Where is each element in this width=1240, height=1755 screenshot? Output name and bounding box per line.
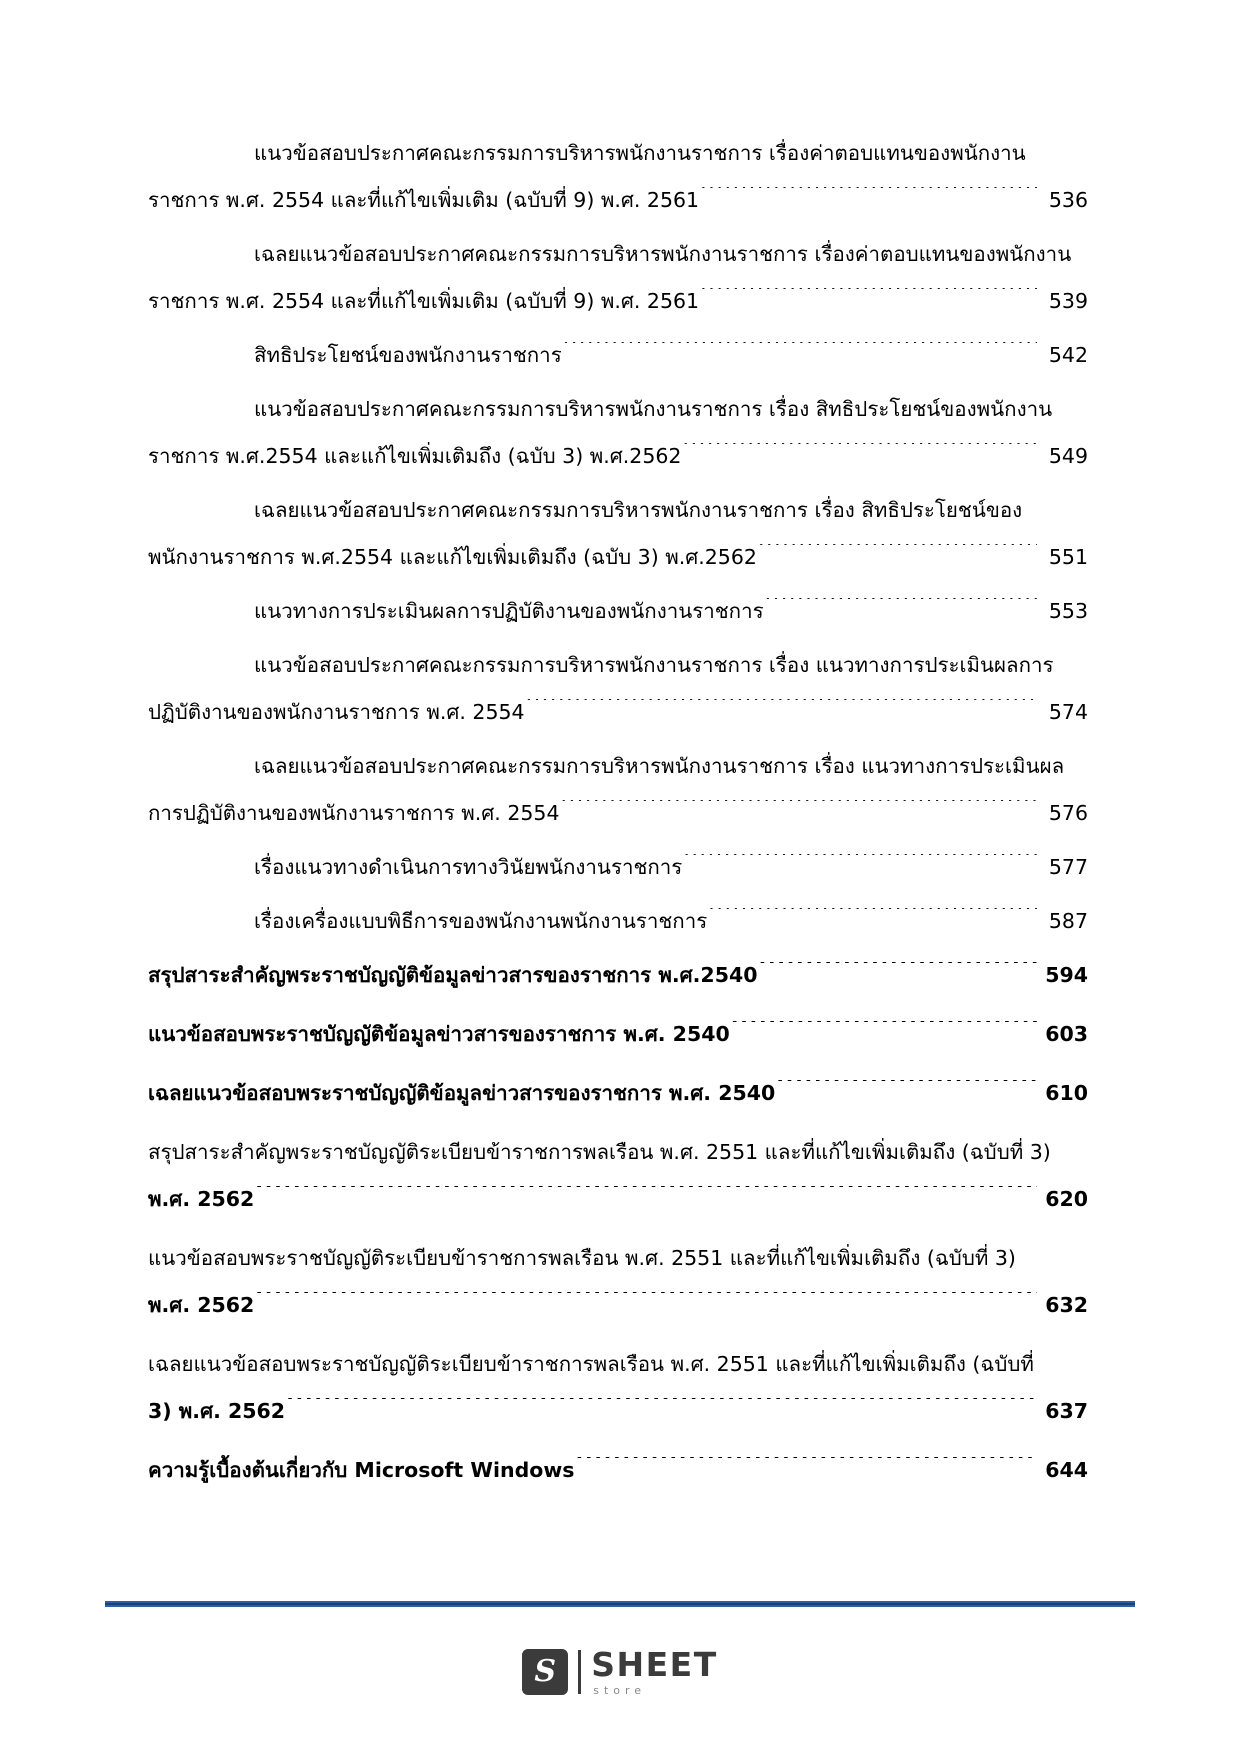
toc-page-number: 577	[1048, 855, 1088, 879]
toc-leader-dots	[683, 854, 1037, 875]
toc-entry-line[interactable]	[148, 332, 1088, 379]
toc-entry-line[interactable]	[148, 433, 1088, 480]
toc-leader-dots	[758, 544, 1037, 565]
toc-page-number: 637	[1045, 1399, 1088, 1423]
toc-entry-label: สรุปสาระสำคัญพระราชบัญญัติข้อมูลข่าวสารของราชการ พ.ศ.2540	[148, 963, 758, 987]
toc-entry-label: ปฏิบัติงานของพนักงานราชการ พ.ศ. 2554	[148, 700, 525, 724]
toc-entry-line[interactable]	[148, 1388, 1088, 1435]
toc-leader-dots	[731, 1021, 1037, 1042]
toc-entry-line[interactable]	[148, 898, 1088, 945]
toc-entry-line[interactable]	[148, 790, 1088, 837]
toc-entry[interactable]	[148, 332, 1088, 379]
toc-page-number: 574	[1048, 700, 1088, 724]
toc-entry[interactable]	[148, 1129, 1088, 1223]
toc-entry-title-text: เฉลยแนวข้อสอบประกาศคณะกรรมการบริหารพนักงานราชการ เรื่องค่าตอบแทนของพนักงาน	[254, 242, 1072, 266]
toc-page-number: 587	[1048, 909, 1088, 933]
toc-list	[148, 130, 1088, 1506]
toc-entry-title-line1	[148, 1129, 1088, 1176]
toc-entry-label: ราชการ พ.ศ. 2554 และที่แก้ไขเพิ่มเติม (ฉบับที่ 9) พ.ศ. 2561	[148, 188, 700, 212]
toc-page-number: 539	[1048, 289, 1088, 313]
toc-entry-title-text: เฉลยแนวข้อสอบพระราชบัญญัติระเบียบข้าราชการพลเรือน พ.ศ. 2551 และที่แก้ไขเพิ่มเติมถึง (ฉบับที่	[148, 1352, 1034, 1376]
toc-leader-dots	[255, 1292, 1037, 1313]
footer-divider	[105, 1601, 1135, 1607]
toc-entry-line[interactable]	[148, 1011, 1088, 1058]
toc-page-number: 551	[1048, 545, 1088, 569]
toc-entry-label: ราชการ พ.ศ.2554 และแก้ไขเพิ่มเติมถึง (ฉบับ 3) พ.ศ.2562	[148, 444, 682, 468]
toc-entry-title-text: แนวข้อสอบประกาศคณะกรรมการบริหารพนักงานราชการ เรื่อง สิทธิประโยชน์ของพนักงาน	[254, 397, 1053, 421]
toc-entry-line[interactable]	[148, 588, 1088, 635]
toc-entry[interactable]	[148, 1235, 1088, 1329]
toc-entry[interactable]	[148, 642, 1088, 736]
toc-entry-title-line1	[148, 130, 1088, 177]
toc-page-number: 610	[1045, 1081, 1088, 1105]
toc-entry-title-text: แนวข้อสอบพระราชบัญญัติระเบียบข้าราชการพลเรือน พ.ศ. 2551 และที่แก้ไขเพิ่มเติมถึง (ฉบับที่ 3)	[148, 1246, 1016, 1270]
toc-entry[interactable]	[148, 231, 1088, 325]
toc-leader-dots	[708, 908, 1037, 929]
toc-entry-label: 3) พ.ศ. 2562	[148, 1399, 286, 1423]
toc-entry-label: เฉลยแนวข้อสอบพระราชบัญญัติข้อมูลข่าวสารของราชการ พ.ศ. 2540	[148, 1081, 776, 1105]
toc-entry-label: การปฏิบัติงานของพนักงานราชการ พ.ศ. 2554	[148, 801, 560, 825]
toc-entry-title-text: เฉลยแนวข้อสอบประกาศคณะกรรมการบริหารพนักงานราชการ เรื่อง แนวทางการประเมินผล	[254, 754, 1065, 778]
toc-leader-dots	[765, 598, 1037, 619]
toc-page-number: 549	[1048, 444, 1088, 468]
toc-entry-title-line1	[148, 386, 1088, 433]
toc-entry-line[interactable]	[148, 689, 1088, 736]
footer-divider-inner	[105, 1603, 1135, 1605]
toc-entry-title-line1	[148, 487, 1088, 534]
toc-leader-dots	[561, 800, 1037, 821]
toc-entry-label: พ.ศ. 2562	[148, 1293, 255, 1317]
toc-entry-line[interactable]	[148, 1070, 1088, 1117]
toc-entry-line[interactable]	[148, 1447, 1088, 1494]
toc-entry-label: แนวทางการประเมินผลการปฏิบัติงานของพนักงานราชการ	[254, 599, 764, 623]
toc-entry-title-line1	[148, 642, 1088, 689]
toc-page-number: 632	[1045, 1293, 1088, 1317]
toc-entry[interactable]	[148, 130, 1088, 224]
toc-entry-label: เรื่องเครื่องแบบพิธีการของพนักงานพนักงานราชการ	[254, 909, 708, 933]
toc-entry-title-line1	[148, 1235, 1088, 1282]
toc-entry-label: แนวข้อสอบพระราชบัญญัติข้อมูลข่าวสารของราชการ พ.ศ. 2540	[148, 1022, 730, 1046]
toc-entry-line[interactable]	[148, 844, 1088, 891]
toc-entry-label: เรื่องแนวทางดำเนินการทางวินัยพนักงานราชการ	[254, 855, 683, 879]
toc-entry[interactable]	[148, 844, 1088, 891]
toc-leader-dots	[682, 443, 1037, 464]
toc-entry-line[interactable]	[148, 534, 1088, 581]
toc-leader-dots	[700, 187, 1037, 208]
toc-entry[interactable]	[148, 898, 1088, 945]
toc-entry-title-line1	[148, 743, 1088, 790]
toc-entry[interactable]	[148, 1447, 1088, 1494]
toc-leader-dots	[286, 1398, 1037, 1419]
toc-page-number: 576	[1048, 801, 1088, 825]
toc-leader-dots	[526, 699, 1037, 720]
toc-entry[interactable]	[148, 1011, 1088, 1058]
toc-leader-dots	[759, 962, 1038, 983]
logo-text-group	[591, 1645, 718, 1697]
toc-leader-dots	[255, 1186, 1037, 1207]
toc-entry[interactable]	[148, 487, 1088, 581]
toc-leader-dots	[563, 342, 1037, 363]
toc-entry-label: สิทธิประโยชน์ของพนักงานราชการ	[254, 343, 562, 367]
toc-entry[interactable]	[148, 743, 1088, 837]
toc-entry-title-text: แนวข้อสอบประกาศคณะกรรมการบริหารพนักงานราชการ เรื่องค่าตอบแทนของพนักงาน	[254, 141, 1026, 165]
toc-entry-line[interactable]	[148, 177, 1088, 224]
toc-entry[interactable]	[148, 952, 1088, 999]
logo-badge-icon: S	[522, 1649, 568, 1695]
toc-entry-label: ความรู้เบื้องต้นเกี่ยวกับ Microsoft Windows	[148, 1458, 575, 1482]
toc-leader-dots	[575, 1457, 1037, 1478]
toc-entry[interactable]	[148, 1341, 1088, 1435]
toc-page-number: 603	[1045, 1022, 1088, 1046]
toc-entry-title-text: แนวข้อสอบประกาศคณะกรรมการบริหารพนักงานราชการ เรื่อง แนวทางการประเมินผลการ	[254, 653, 1054, 677]
toc-entry-title-line1	[148, 1341, 1088, 1388]
toc-page-number: 553	[1048, 599, 1088, 623]
toc-page-number: 644	[1045, 1458, 1088, 1482]
toc-entry-label: พ.ศ. 2562	[148, 1187, 255, 1211]
footer-logo	[0, 1645, 1240, 1697]
toc-entry-label: พนักงานราชการ พ.ศ.2554 และแก้ไขเพิ่มเติมถึง (ฉบับ 3) พ.ศ.2562	[148, 545, 757, 569]
toc-entry-label: ราชการ พ.ศ. 2554 และที่แก้ไขเพิ่มเติม (ฉบับที่ 9) พ.ศ. 2561	[148, 289, 700, 313]
toc-leader-dots	[700, 288, 1037, 309]
toc-entry[interactable]	[148, 1070, 1088, 1117]
toc-page-number: 594	[1045, 963, 1088, 987]
toc-page-number: 620	[1045, 1187, 1088, 1211]
toc-entry-line[interactable]	[148, 278, 1088, 325]
toc-entry-title-text: เฉลยแนวข้อสอบประกาศคณะกรรมการบริหารพนักงานราชการ เรื่อง สิทธิประโยชน์ของ	[254, 498, 1023, 522]
toc-entry[interactable]	[148, 588, 1088, 635]
toc-entry-title-text: สรุปสาระสำคัญพระราชบัญญัติระเบียบข้าราชการพลเรือน พ.ศ. 2551 และที่แก้ไขเพิ่มเติมถึง (ฉบับที่ 3)	[148, 1140, 1051, 1164]
toc-entry-line[interactable]	[148, 952, 1088, 999]
toc-page-number: 542	[1048, 343, 1088, 367]
toc-entry-line[interactable]	[148, 1282, 1088, 1329]
toc-entry[interactable]	[148, 386, 1088, 480]
logo-name: SHEET	[591, 1645, 718, 1684]
toc-entry-title-line1	[148, 231, 1088, 278]
toc-leader-dots	[776, 1080, 1037, 1101]
toc-entry-line[interactable]	[148, 1176, 1088, 1223]
logo-divider	[578, 1650, 581, 1694]
toc-page-number: 536	[1048, 188, 1088, 212]
logo-tagline: store	[593, 1684, 647, 1697]
